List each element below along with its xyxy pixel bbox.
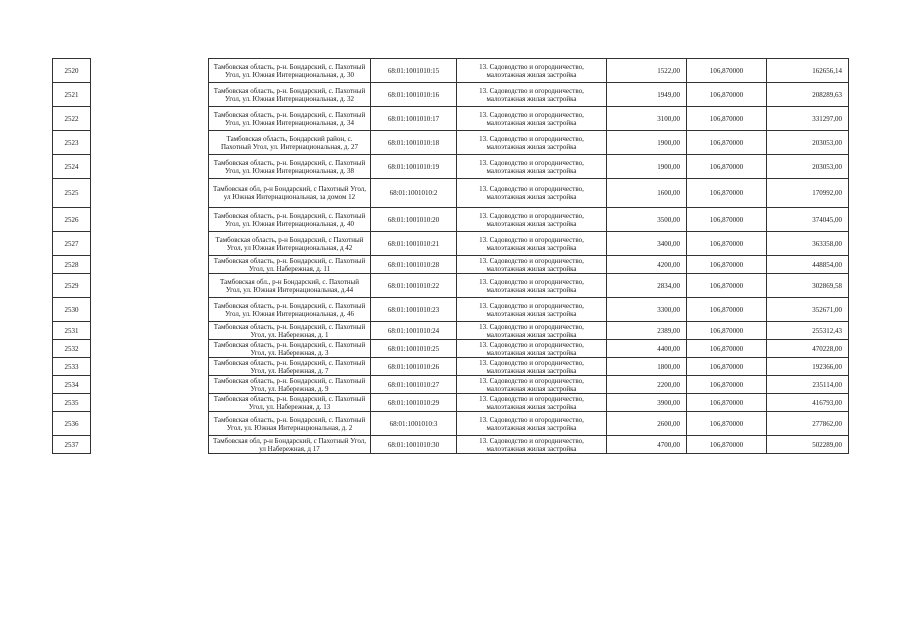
address-cell: Тамбовская обл, р-н Бондарский, с Пахотный Угол, ул Набережная, д 17 (209, 436, 371, 454)
specific-value-cell: 106,870000 (687, 232, 767, 256)
specific-value-cell: 106,870000 (687, 155, 767, 179)
row-number-cell: 2520 (53, 59, 91, 83)
land-use-cell: 13. Садоводство и огородничество, малоэтажная жилая застройка (457, 322, 607, 340)
cadastral-value-cell: 208289,63 (767, 83, 849, 107)
area-cell: 2600,00 (607, 412, 687, 436)
row-number-cell: 2522 (53, 107, 91, 131)
specific-value-cell: 106,870000 (687, 107, 767, 131)
cadastral-number-cell: 68:01:1001010:3 (371, 412, 457, 436)
specific-value-cell: 106,870000 (687, 256, 767, 274)
empty-gap-cell (91, 59, 209, 83)
table-row (53, 322, 849, 340)
row-number-cell: 2532 (53, 340, 91, 358)
cadastral-value-cell: 203053,00 (767, 155, 849, 179)
empty-gap-cell (91, 376, 209, 394)
row-number-cell: 2528 (53, 256, 91, 274)
land-use-cell: 13. Садоводство и огородничество, малоэтажная жилая застройка (457, 208, 607, 232)
address-cell: Тамбовская область, р-н Бондарский, с Пахотный Угол, ул Южная Интернациональная, д 42 (209, 232, 371, 256)
land-parcel-table-page (52, 58, 848, 550)
specific-value-cell: 106,870000 (687, 298, 767, 322)
row-number-cell: 2523 (53, 131, 91, 155)
empty-gap-cell (91, 179, 209, 208)
address-cell: Тамбовская область, р-н. Бондарский, с. Пахотный Угол, ул. Набережная, д. 7 (209, 358, 371, 376)
area-cell: 3900,00 (607, 394, 687, 412)
address-cell: Тамбовская область, р-н. Бондарский, с. Пахотный Угол, ул. Набережная, д. 9 (209, 376, 371, 394)
cadastral-number-cell: 68:01:1001010:29 (371, 394, 457, 412)
row-number-cell: 2527 (53, 232, 91, 256)
address-cell: Тамбовская обл., р-н Бондарский, с. Пахотный Угол, ул. Южная Интернациональная, д.44 (209, 274, 371, 298)
cadastral-number-cell: 68:01:1001010:28 (371, 256, 457, 274)
empty-gap-cell (91, 340, 209, 358)
specific-value-cell: 106,870000 (687, 208, 767, 232)
empty-gap-cell (91, 131, 209, 155)
row-number-cell: 2524 (53, 155, 91, 179)
cadastral-value-cell: 170992,00 (767, 179, 849, 208)
empty-gap-cell (91, 232, 209, 256)
area-cell: 1949,00 (607, 83, 687, 107)
cadastral-number-cell: 68:01:1001010:23 (371, 298, 457, 322)
row-number-cell: 2537 (53, 436, 91, 454)
table-row (53, 394, 849, 412)
cadastral-value-cell: 235114,00 (767, 376, 849, 394)
address-cell: Тамбовская область, р-н. Бондарский, с. Пахотный Угол, ул. Набережная, д. 3 (209, 340, 371, 358)
cadastral-value-cell: 352671,00 (767, 298, 849, 322)
address-cell: Тамбовская область, р-н. Бондарский, с. Пахотный Угол, ул. Южная Интернациональная, д. 46 (209, 298, 371, 322)
table-row (53, 131, 849, 155)
specific-value-cell: 106,870000 (687, 322, 767, 340)
address-cell: Тамбовская область, р-н. Бондарский, с. Пахотный Угол, ул. Южная Интернациональная, д. 34 (209, 107, 371, 131)
cadastral-value-cell: 302869,58 (767, 274, 849, 298)
table-row (53, 298, 849, 322)
specific-value-cell: 106,870000 (687, 131, 767, 155)
address-cell: Тамбовская область, р-н. Бондарский, с. Пахотный Угол, ул. Южная Интернациональная, д. 2 (209, 412, 371, 436)
table-row (53, 412, 849, 436)
cadastral-number-cell: 68:01:1001010:2 (371, 179, 457, 208)
area-cell: 1522,00 (607, 59, 687, 83)
cadastral-value-cell: 363358,00 (767, 232, 849, 256)
area-cell: 4400,00 (607, 340, 687, 358)
address-cell: Тамбовская область, р-н. Бондарский, с. Пахотный Угол, ул. Набережная, д. 1 (209, 322, 371, 340)
table-row (53, 179, 849, 208)
land-use-cell: 13. Садоводство и огородничество, малоэтажная жилая застройка (457, 376, 607, 394)
empty-gap-cell (91, 358, 209, 376)
cadastral-value-cell: 255312,43 (767, 322, 849, 340)
address-cell: Тамбовская область, р-н. Бондарский, с. Пахотный Угол, ул. Южная Интернациональная, д. 32 (209, 83, 371, 107)
area-cell: 3300,00 (607, 298, 687, 322)
land-use-cell: 13. Садоводство и огородничество, малоэтажная жилая застройка (457, 256, 607, 274)
row-number-cell: 2525 (53, 179, 91, 208)
table-row (53, 83, 849, 107)
row-number-cell: 2526 (53, 208, 91, 232)
area-cell: 3400,00 (607, 232, 687, 256)
cadastral-number-cell: 68:01:1001010:20 (371, 208, 457, 232)
table-body (53, 59, 849, 454)
cadastral-value-cell: 277862,00 (767, 412, 849, 436)
cadastral-value-cell: 331297,00 (767, 107, 849, 131)
area-cell: 1900,00 (607, 131, 687, 155)
table-row (53, 232, 849, 256)
cadastral-number-cell: 68:01:1001010:25 (371, 340, 457, 358)
empty-gap-cell (91, 208, 209, 232)
empty-gap-cell (91, 274, 209, 298)
land-use-cell: 13. Садоводство и огородничество, малоэтажная жилая застройка (457, 59, 607, 83)
table-row (53, 107, 849, 131)
address-cell: Тамбовская область, р-н. Бондарский, с. Пахотный Угол, ул. Южная Интернациональная, д. 38 (209, 155, 371, 179)
cadastral-value-cell: 374045,00 (767, 208, 849, 232)
area-cell: 2200,00 (607, 376, 687, 394)
empty-gap-cell (91, 436, 209, 454)
area-cell: 4700,00 (607, 436, 687, 454)
empty-gap-cell (91, 412, 209, 436)
land-use-cell: 13. Садоводство и огородничество, малоэтажная жилая застройка (457, 107, 607, 131)
specific-value-cell: 106,870000 (687, 376, 767, 394)
row-number-cell: 2531 (53, 322, 91, 340)
cadastral-number-cell: 68:01:1001010:24 (371, 322, 457, 340)
address-cell: Тамбовская область, Бондарский район, с. Пахотный Угол, ул. Интернациональная, д. 27 (209, 131, 371, 155)
land-use-cell: 13. Садоводство и огородничество, малоэтажная жилая застройка (457, 340, 607, 358)
land-use-cell: 13. Садоводство и огородничество, малоэтажная жилая застройка (457, 298, 607, 322)
specific-value-cell: 106,870000 (687, 179, 767, 208)
cadastral-number-cell: 68:01:1001010:17 (371, 107, 457, 131)
empty-gap-cell (91, 256, 209, 274)
area-cell: 2834,00 (607, 274, 687, 298)
area-cell: 1900,00 (607, 155, 687, 179)
cadastral-value-cell: 448854,00 (767, 256, 849, 274)
table-row (53, 376, 849, 394)
specific-value-cell: 106,870000 (687, 83, 767, 107)
row-number-cell: 2533 (53, 358, 91, 376)
empty-gap-cell (91, 155, 209, 179)
area-cell: 3100,00 (607, 107, 687, 131)
specific-value-cell: 106,870000 (687, 59, 767, 83)
empty-gap-cell (91, 107, 209, 131)
specific-value-cell: 106,870000 (687, 358, 767, 376)
specific-value-cell: 106,870000 (687, 436, 767, 454)
empty-gap-cell (91, 394, 209, 412)
cadastral-value-cell: 192366,00 (767, 358, 849, 376)
table-row (53, 274, 849, 298)
cadastral-value-cell: 203053,00 (767, 131, 849, 155)
table-row (53, 436, 849, 454)
specific-value-cell: 106,870000 (687, 412, 767, 436)
area-cell: 1800,00 (607, 358, 687, 376)
land-use-cell: 13. Садоводство и огородничество, малоэтажная жилая застройка (457, 412, 607, 436)
table-row (53, 340, 849, 358)
area-cell: 3500,00 (607, 208, 687, 232)
row-number-cell: 2534 (53, 376, 91, 394)
table-row (53, 155, 849, 179)
row-number-cell: 2535 (53, 394, 91, 412)
area-cell: 1600,00 (607, 179, 687, 208)
land-use-cell: 13. Садоводство и огородничество, малоэтажная жилая застройка (457, 274, 607, 298)
cadastral-number-cell: 68:01:1001010:27 (371, 376, 457, 394)
empty-gap-cell (91, 322, 209, 340)
row-number-cell: 2529 (53, 274, 91, 298)
land-use-cell: 13. Садоводство и огородничество, малоэтажная жилая застройка (457, 436, 607, 454)
row-number-cell: 2521 (53, 83, 91, 107)
address-cell: Тамбовская область, р-н. Бондарский, с. Пахотный Угол, ул. Набережная, д. 11 (209, 256, 371, 274)
address-cell: Тамбовская область, р-н. Бондарский, с. Пахотный Угол, ул. Набережная, д. 13 (209, 394, 371, 412)
cadastral-number-cell: 68:01:1001010:15 (371, 59, 457, 83)
row-number-cell: 2536 (53, 412, 91, 436)
area-cell: 4200,00 (607, 256, 687, 274)
land-use-cell: 13. Садоводство и огородничество, малоэтажная жилая застройка (457, 394, 607, 412)
land-use-cell: 13. Садоводство и огородничество, малоэтажная жилая застройка (457, 83, 607, 107)
cadastral-value-cell: 502289,00 (767, 436, 849, 454)
area-cell: 2389,00 (607, 322, 687, 340)
cadastral-number-cell: 68:01:1001010:22 (371, 274, 457, 298)
cadastral-number-cell: 68:01:1001010:30 (371, 436, 457, 454)
cadastral-number-cell: 68:01:1001010:26 (371, 358, 457, 376)
address-cell: Тамбовская область, р-н. Бондарский, с. Пахотный Угол, ул. Южная Интернациональная, д. 30 (209, 59, 371, 83)
empty-gap-cell (91, 83, 209, 107)
table-row (53, 358, 849, 376)
table-row (53, 59, 849, 83)
cadastral-value-cell: 470228,00 (767, 340, 849, 358)
table-row (53, 256, 849, 274)
land-use-cell: 13. Садоводство и огородничество, малоэтажная жилая застройка (457, 358, 607, 376)
cadastral-number-cell: 68:01:1001010:19 (371, 155, 457, 179)
cadastral-value-cell: 416793,00 (767, 394, 849, 412)
address-cell: Тамбовская область, р-н. Бондарский, с. Пахотный Угол, ул. Южная Интернациональная, д. 40 (209, 208, 371, 232)
land-use-cell: 13. Садоводство и огородничество, малоэтажная жилая застройка (457, 179, 607, 208)
cadastral-number-cell: 68:01:1001010:16 (371, 83, 457, 107)
cadastral-number-cell: 68:01:1001010:21 (371, 232, 457, 256)
empty-gap-cell (91, 298, 209, 322)
land-use-cell: 13. Садоводство и огородничество, малоэтажная жилая застройка (457, 155, 607, 179)
land-use-cell: 13. Садоводство и огородничество, малоэтажная жилая застройка (457, 232, 607, 256)
table-row (53, 208, 849, 232)
row-number-cell: 2530 (53, 298, 91, 322)
cadastral-value-cell: 162656,14 (767, 59, 849, 83)
cadastral-number-cell: 68:01:1001010:18 (371, 131, 457, 155)
specific-value-cell: 106,870000 (687, 394, 767, 412)
address-cell: Тамбовская обл, р-н Бондарский, с Пахотный Угол, ул Южная Интернациональная, за домом 12 (209, 179, 371, 208)
land-use-cell: 13. Садоводство и огородничество, малоэтажная жилая застройка (457, 131, 607, 155)
land-parcel-table (52, 58, 849, 454)
specific-value-cell: 106,870000 (687, 340, 767, 358)
specific-value-cell: 106,870000 (687, 274, 767, 298)
